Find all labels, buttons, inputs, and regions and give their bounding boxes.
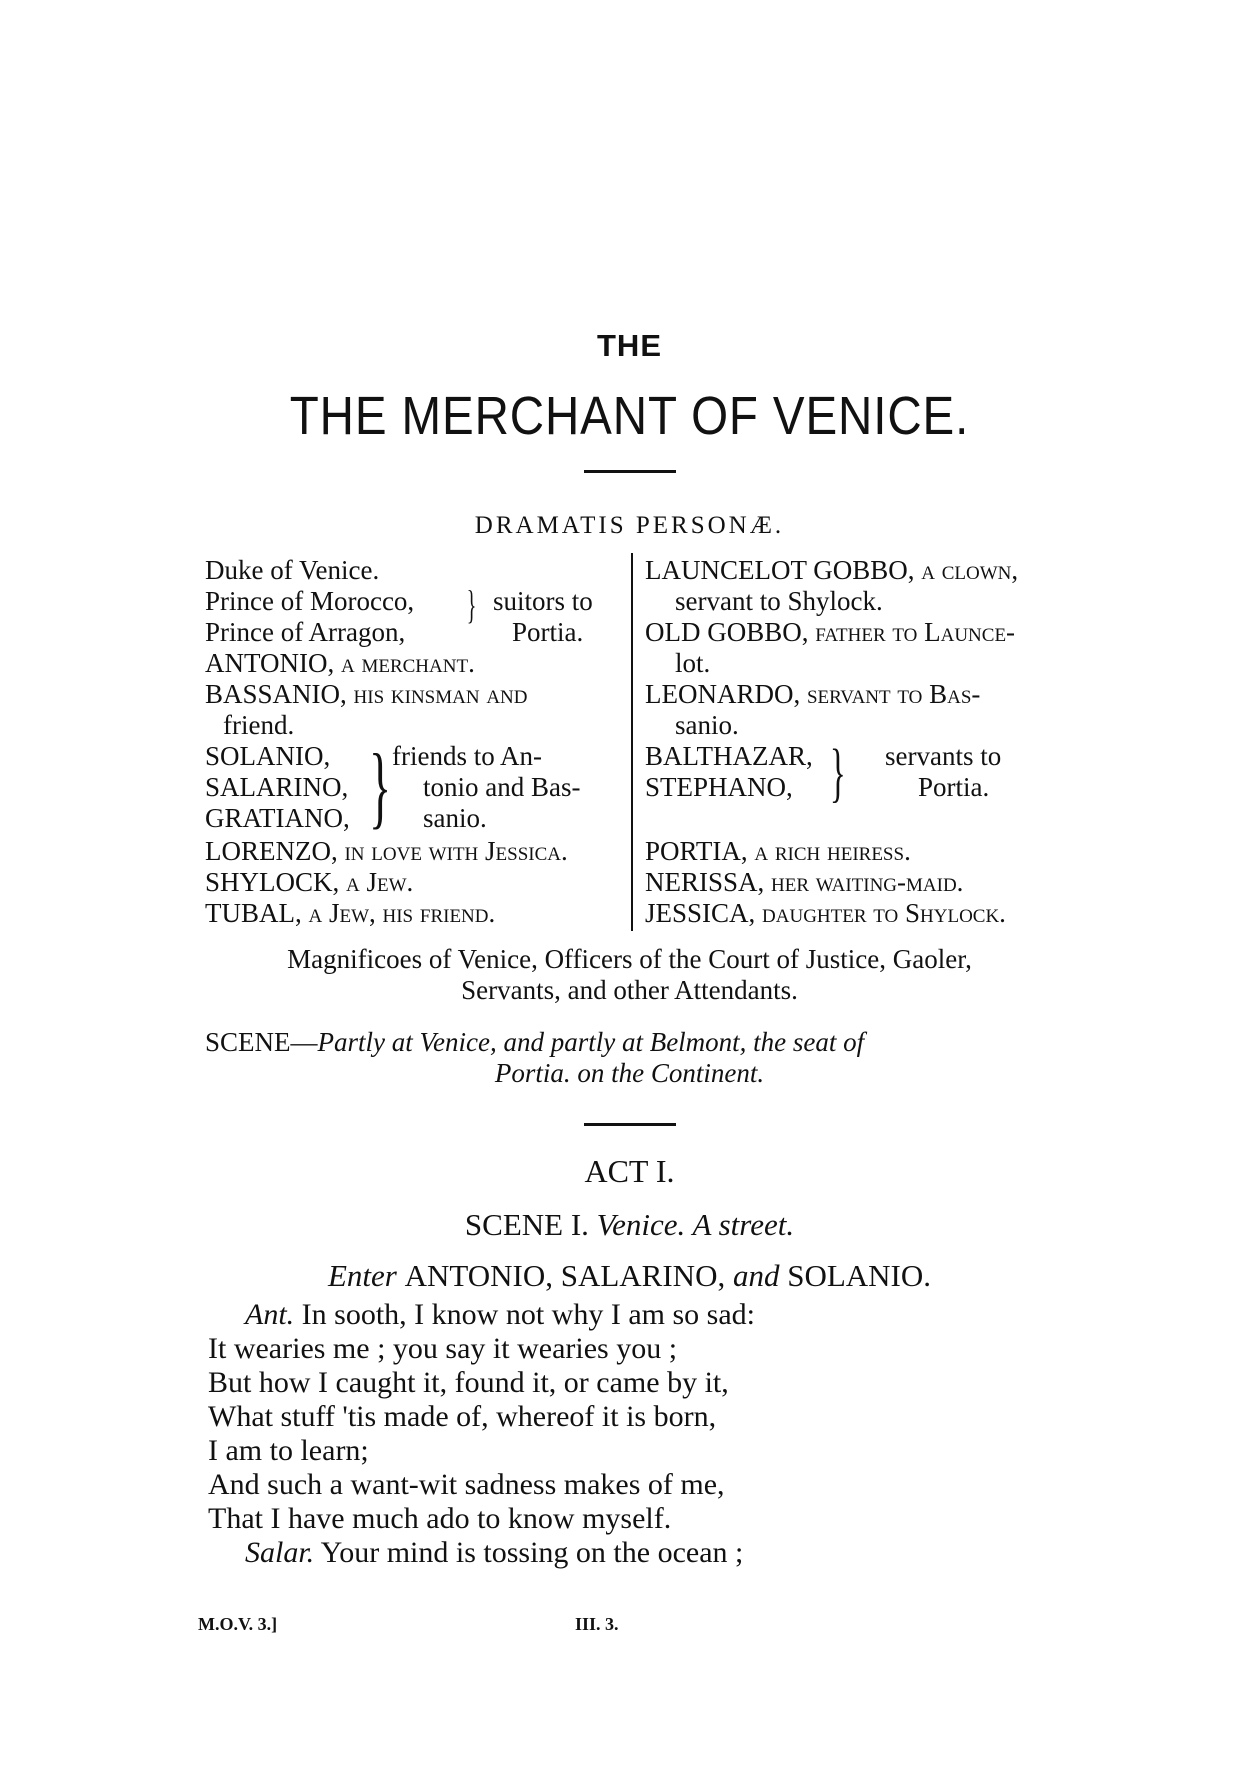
- scene-label: SCENE—: [205, 1027, 318, 1057]
- speaker-name: Salar.: [245, 1536, 315, 1569]
- cast-right-entry: STEPHANO,: [645, 772, 793, 802]
- enter-last: SOLANIO.: [787, 1258, 932, 1293]
- verse-text: But how I caught it, found it, or came by it,: [208, 1366, 729, 1399]
- scene-setting: [205, 1027, 864, 1058]
- act-heading: ACT I.: [584, 1153, 675, 1189]
- act-rule: [584, 1123, 676, 1126]
- suitors-brace-icon: }: [466, 582, 477, 627]
- cast-left-entry: GRATIANO,: [205, 803, 350, 833]
- cast-left-entry: BASSANIO, his kinsman and: [205, 679, 528, 709]
- verse-line: [208, 1332, 677, 1366]
- page-title: THE MERCHANT OF VENICE.: [289, 386, 970, 446]
- verse-line: [245, 1536, 743, 1570]
- enter-word: Enter: [327, 1258, 397, 1293]
- cast-right-entry: NERISSA, her waiting-maid.: [645, 867, 964, 897]
- scene-heading: [0, 1207, 1259, 1243]
- friends-note: sanio.: [423, 803, 487, 833]
- cast-left-entry: Prince of Arragon,: [205, 617, 406, 647]
- friends-brace-icon: }: [369, 735, 392, 837]
- verse-line: [208, 1400, 716, 1434]
- cast-right-entry: sanio.: [675, 710, 739, 740]
- scene-text: Partly at Venice, and partly at Belmont, the seat of: [317, 1027, 865, 1057]
- verse-line: [245, 1298, 755, 1332]
- cast-left-entry: SOLANIO,: [205, 741, 331, 771]
- scene-place: Venice. A street.: [596, 1207, 795, 1242]
- cast-right-entry: lot.: [675, 648, 711, 678]
- magnificoes-line: Magnificoes of Venice, Officers of the Court of Justice, Gaoler,: [287, 944, 972, 974]
- suitors-note: suitors to: [493, 586, 593, 616]
- scene-number: SCENE I.: [464, 1207, 589, 1242]
- cast-right-entry: LAUNCELOT GOBBO, a clown,: [645, 555, 1019, 585]
- verse-text: And such a want-wit sadness makes of me,: [208, 1468, 725, 1501]
- suitors-note: Portia.: [512, 617, 584, 647]
- servants-note: servants to: [885, 741, 1002, 771]
- cast-left-entry: friend.: [223, 710, 295, 740]
- footer-page-number: III. 3.: [575, 1614, 619, 1634]
- verse-line: [208, 1468, 725, 1502]
- cast-right-entry: JESSICA, daughter to Shylock.: [645, 898, 1006, 928]
- verse-text: It wearies me ; you say it wearies you ;: [208, 1332, 678, 1365]
- cast-left-entry: LORENZO, in love with Jessica.: [205, 836, 568, 866]
- servants-brace-icon: }: [829, 736, 846, 809]
- verse-text: I am to learn;: [208, 1434, 369, 1467]
- cast-right-entry: PORTIA, a rich heiress.: [645, 836, 911, 866]
- cast-left-entry: Duke of Venice.: [205, 555, 380, 585]
- scene-text-continued: Portia. on the Continent.: [494, 1058, 765, 1088]
- cast-right-entry: servant to Shylock.: [675, 586, 883, 616]
- cast-left-entry: Prince of Morocco,: [205, 586, 415, 616]
- title-rule: [584, 470, 676, 473]
- servants-note: Portia.: [918, 772, 990, 802]
- enter-names: ANTONIO, SALARINO,: [404, 1258, 726, 1293]
- cast-right-entry: BALTHAZAR,: [645, 741, 813, 771]
- enter-and: and: [732, 1258, 780, 1293]
- heading-small: THE: [597, 328, 662, 363]
- friends-note: tonio and Bas-: [423, 772, 581, 802]
- cast-left-entry: TUBAL, a Jew, his friend.: [205, 898, 496, 928]
- verse-line: [208, 1366, 729, 1400]
- speaker-name: Ant.: [245, 1298, 295, 1331]
- verse-text: Your mind is tossing on the ocean ;: [314, 1536, 744, 1569]
- cast-column-divider: [631, 553, 633, 931]
- verse-line: [208, 1502, 671, 1536]
- cast-right-entry: OLD GOBBO, father to Launce-: [645, 617, 1016, 647]
- cast-right-entry: LEONARDO, servant to Bas-: [645, 679, 981, 709]
- cast-left-entry: SHYLOCK, a Jew.: [205, 867, 414, 897]
- stage-direction: [0, 1258, 1259, 1294]
- verse-text: That I have much ado to know myself.: [208, 1502, 672, 1535]
- verse-line: [208, 1434, 369, 1468]
- cast-left-entry: ANTONIO, a merchant.: [205, 648, 475, 678]
- verse-text: What stuff 'tis made of, whereof it is born,: [208, 1400, 717, 1433]
- dramatis-heading: DRAMATIS PERSONÆ.: [474, 512, 785, 539]
- verse-text: In sooth, I know not why I am so sad:: [294, 1298, 755, 1331]
- cast-left-entry: SALARINO,: [205, 772, 349, 802]
- footer-signature: M.O.V. 3.]: [198, 1614, 278, 1634]
- friends-note: friends to An-: [392, 741, 542, 771]
- magnificoes-line: Servants, and other Attendants.: [461, 975, 798, 1005]
